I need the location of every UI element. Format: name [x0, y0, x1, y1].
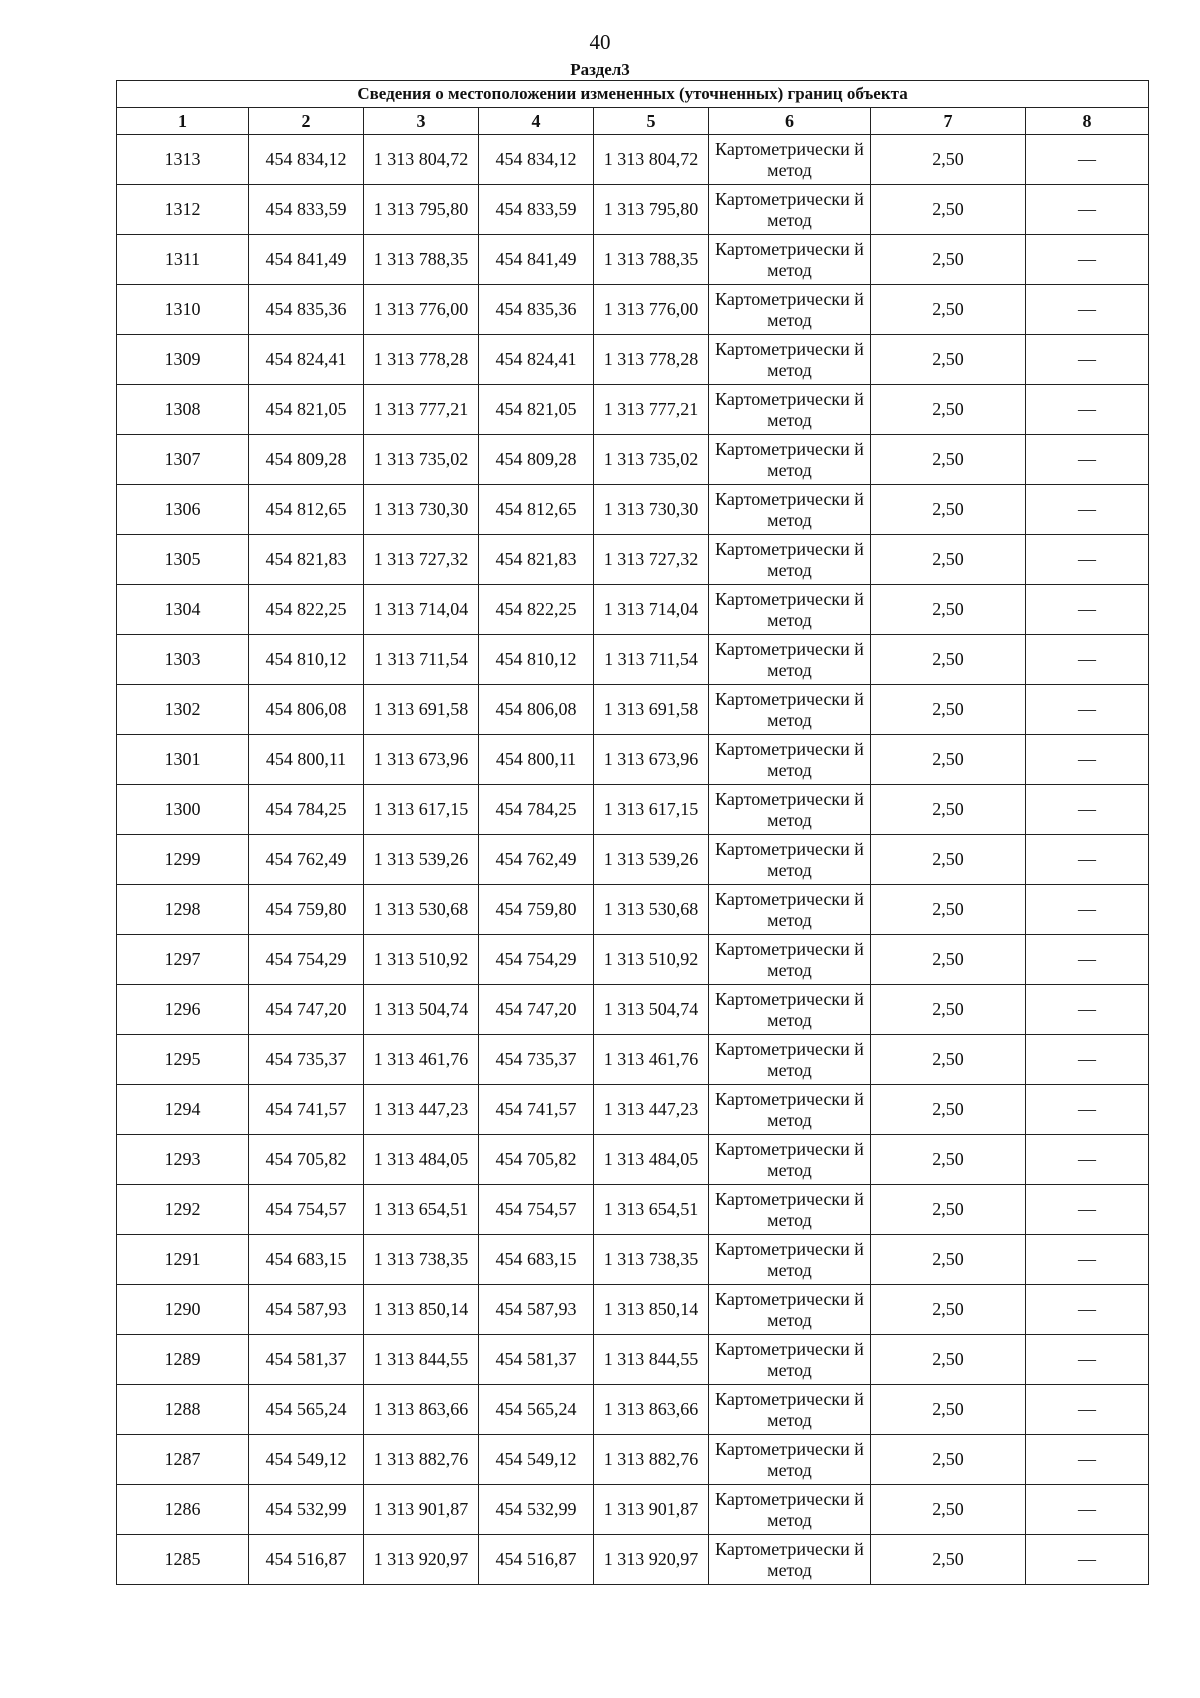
y-coordinate-cell: 1 313 738,35	[364, 1235, 479, 1285]
method-cell: Картометрически й метод	[709, 685, 871, 735]
note-cell: —	[1026, 385, 1149, 435]
table-row	[117, 235, 1149, 285]
table-row	[117, 1535, 1149, 1585]
table-row	[117, 385, 1149, 435]
method-cell: Картометрически й метод	[709, 135, 871, 185]
y-coordinate-new-cell: 1 313 738,35	[594, 1235, 709, 1285]
x-coordinate-cell: 454 516,87	[249, 1535, 364, 1585]
x-coordinate-new-cell: 454 754,29	[479, 935, 594, 985]
accuracy-cell: 2,50	[871, 1185, 1026, 1235]
table-caption: Сведения о местоположении измененных (уточненных) границ объекта	[117, 81, 1149, 108]
table-row	[117, 485, 1149, 535]
y-coordinate-cell: 1 313 504,74	[364, 985, 479, 1035]
x-coordinate-new-cell: 454 806,08	[479, 685, 594, 735]
note-cell: —	[1026, 285, 1149, 335]
note-cell: —	[1026, 1485, 1149, 1535]
method-cell: Картометрически й метод	[709, 735, 871, 785]
method-cell: Картометрически й метод	[709, 1285, 871, 1335]
method-cell: Картометрически й метод	[709, 1185, 871, 1235]
table-row	[117, 1085, 1149, 1135]
note-cell: —	[1026, 735, 1149, 785]
accuracy-cell: 2,50	[871, 685, 1026, 735]
y-coordinate-new-cell: 1 313 901,87	[594, 1485, 709, 1535]
column-header-2: 2	[249, 108, 364, 135]
y-coordinate-new-cell: 1 313 788,35	[594, 235, 709, 285]
method-cell: Картометрически й метод	[709, 1385, 871, 1435]
point-number-cell: 1313	[117, 135, 249, 185]
x-coordinate-cell: 454 532,99	[249, 1485, 364, 1535]
accuracy-cell: 2,50	[871, 935, 1026, 985]
y-coordinate-new-cell: 1 313 778,28	[594, 335, 709, 385]
point-number-cell: 1289	[117, 1335, 249, 1385]
y-coordinate-cell: 1 313 714,04	[364, 585, 479, 635]
accuracy-cell: 2,50	[871, 1085, 1026, 1135]
table-row	[117, 535, 1149, 585]
column-header-7: 7	[871, 108, 1026, 135]
y-coordinate-new-cell: 1 313 711,54	[594, 635, 709, 685]
note-cell: —	[1026, 1535, 1149, 1585]
point-number-cell: 1311	[117, 235, 249, 285]
section-title: Раздел3	[570, 60, 630, 79]
y-coordinate-new-cell: 1 313 844,55	[594, 1335, 709, 1385]
note-cell: —	[1026, 1135, 1149, 1185]
x-coordinate-cell: 454 833,59	[249, 185, 364, 235]
x-coordinate-cell: 454 800,11	[249, 735, 364, 785]
y-coordinate-new-cell: 1 313 691,58	[594, 685, 709, 735]
x-coordinate-new-cell: 454 549,12	[479, 1435, 594, 1485]
accuracy-cell: 2,50	[871, 285, 1026, 335]
x-coordinate-cell: 454 806,08	[249, 685, 364, 735]
x-coordinate-cell: 454 821,83	[249, 535, 364, 585]
y-coordinate-cell: 1 313 691,58	[364, 685, 479, 735]
table-caption-row	[117, 81, 1149, 108]
table-row	[117, 1135, 1149, 1185]
y-coordinate-cell: 1 313 735,02	[364, 435, 479, 485]
x-coordinate-new-cell: 454 812,65	[479, 485, 594, 535]
table-row	[117, 335, 1149, 385]
accuracy-cell: 2,50	[871, 1285, 1026, 1335]
x-coordinate-new-cell: 454 834,12	[479, 135, 594, 185]
table-row	[117, 935, 1149, 985]
method-cell: Картометрически й метод	[709, 585, 871, 635]
point-number-cell: 1300	[117, 785, 249, 835]
table-row	[117, 1035, 1149, 1085]
x-coordinate-cell: 454 747,20	[249, 985, 364, 1035]
note-cell: —	[1026, 485, 1149, 535]
y-coordinate-cell: 1 313 530,68	[364, 885, 479, 935]
x-coordinate-cell: 454 762,49	[249, 835, 364, 885]
y-coordinate-new-cell: 1 313 673,96	[594, 735, 709, 785]
y-coordinate-new-cell: 1 313 777,21	[594, 385, 709, 435]
method-cell: Картометрически й метод	[709, 1235, 871, 1285]
accuracy-cell: 2,50	[871, 1235, 1026, 1285]
note-cell: —	[1026, 985, 1149, 1035]
table-row	[117, 1485, 1149, 1535]
accuracy-cell: 2,50	[871, 735, 1026, 785]
y-coordinate-new-cell: 1 313 461,76	[594, 1035, 709, 1085]
y-coordinate-cell: 1 313 711,54	[364, 635, 479, 685]
y-coordinate-cell: 1 313 461,76	[364, 1035, 479, 1085]
accuracy-cell: 2,50	[871, 1335, 1026, 1385]
x-coordinate-new-cell: 454 587,93	[479, 1285, 594, 1335]
method-cell: Картометрически й метод	[709, 1485, 871, 1535]
accuracy-cell: 2,50	[871, 335, 1026, 385]
table-row	[117, 435, 1149, 485]
point-number-cell: 1299	[117, 835, 249, 885]
y-coordinate-new-cell: 1 313 795,80	[594, 185, 709, 235]
note-cell: —	[1026, 1385, 1149, 1435]
note-cell: —	[1026, 335, 1149, 385]
y-coordinate-new-cell: 1 313 539,26	[594, 835, 709, 885]
method-cell: Картометрически й метод	[709, 535, 871, 585]
note-cell: —	[1026, 1435, 1149, 1485]
x-coordinate-cell: 454 822,25	[249, 585, 364, 635]
accuracy-cell: 2,50	[871, 1535, 1026, 1585]
column-header-8: 8	[1026, 108, 1149, 135]
x-coordinate-cell: 454 754,57	[249, 1185, 364, 1235]
accuracy-cell: 2,50	[871, 1135, 1026, 1185]
point-number-cell: 1307	[117, 435, 249, 485]
point-number-cell: 1306	[117, 485, 249, 535]
y-coordinate-cell: 1 313 901,87	[364, 1485, 479, 1535]
column-header-5: 5	[594, 108, 709, 135]
point-number-cell: 1292	[117, 1185, 249, 1235]
note-cell: —	[1026, 1185, 1149, 1235]
method-cell: Картометрически й метод	[709, 185, 871, 235]
y-coordinate-new-cell: 1 313 714,04	[594, 585, 709, 635]
method-cell: Картометрически й метод	[709, 485, 871, 535]
table-row	[117, 835, 1149, 885]
method-cell: Картометрически й метод	[709, 235, 871, 285]
accuracy-cell: 2,50	[871, 785, 1026, 835]
table-row	[117, 1235, 1149, 1285]
point-number-cell: 1297	[117, 935, 249, 985]
accuracy-cell: 2,50	[871, 135, 1026, 185]
accuracy-cell: 2,50	[871, 1035, 1026, 1085]
accuracy-cell: 2,50	[871, 485, 1026, 535]
y-coordinate-new-cell: 1 313 920,97	[594, 1535, 709, 1585]
y-coordinate-cell: 1 313 795,80	[364, 185, 479, 235]
note-cell: —	[1026, 185, 1149, 235]
y-coordinate-new-cell: 1 313 804,72	[594, 135, 709, 185]
x-coordinate-cell: 454 834,12	[249, 135, 364, 185]
x-coordinate-cell: 454 812,65	[249, 485, 364, 535]
note-cell: —	[1026, 685, 1149, 735]
y-coordinate-cell: 1 313 778,28	[364, 335, 479, 385]
x-coordinate-cell: 454 809,28	[249, 435, 364, 485]
y-coordinate-new-cell: 1 313 863,66	[594, 1385, 709, 1435]
y-coordinate-cell: 1 313 510,92	[364, 935, 479, 985]
note-cell: —	[1026, 1335, 1149, 1385]
x-coordinate-cell: 454 581,37	[249, 1335, 364, 1385]
y-coordinate-new-cell: 1 313 510,92	[594, 935, 709, 985]
column-header-6: 6	[709, 108, 871, 135]
note-cell: —	[1026, 1285, 1149, 1335]
point-number-cell: 1308	[117, 385, 249, 435]
x-coordinate-new-cell: 454 809,28	[479, 435, 594, 485]
method-cell: Картометрически й метод	[709, 985, 871, 1035]
y-coordinate-cell: 1 313 882,76	[364, 1435, 479, 1485]
method-cell: Картометрически й метод	[709, 1535, 871, 1585]
table-row	[117, 685, 1149, 735]
note-cell: —	[1026, 585, 1149, 635]
note-cell: —	[1026, 935, 1149, 985]
x-coordinate-new-cell: 454 683,15	[479, 1235, 594, 1285]
point-number-cell: 1298	[117, 885, 249, 935]
x-coordinate-new-cell: 454 784,25	[479, 785, 594, 835]
accuracy-cell: 2,50	[871, 885, 1026, 935]
x-coordinate-new-cell: 454 532,99	[479, 1485, 594, 1535]
note-cell: —	[1026, 635, 1149, 685]
note-cell: —	[1026, 235, 1149, 285]
y-coordinate-new-cell: 1 313 727,32	[594, 535, 709, 585]
accuracy-cell: 2,50	[871, 585, 1026, 635]
method-cell: Картометрически й метод	[709, 635, 871, 685]
accuracy-cell: 2,50	[871, 435, 1026, 485]
method-cell: Картометрически й метод	[709, 1135, 871, 1185]
y-coordinate-cell: 1 313 920,97	[364, 1535, 479, 1585]
y-coordinate-cell: 1 313 777,21	[364, 385, 479, 435]
table-row	[117, 135, 1149, 185]
table-body	[117, 135, 1149, 1585]
y-coordinate-new-cell: 1 313 617,15	[594, 785, 709, 835]
x-coordinate-new-cell: 454 824,41	[479, 335, 594, 385]
accuracy-cell: 2,50	[871, 235, 1026, 285]
table-row	[117, 885, 1149, 935]
point-number-cell: 1287	[117, 1435, 249, 1485]
accuracy-cell: 2,50	[871, 385, 1026, 435]
accuracy-cell: 2,50	[871, 535, 1026, 585]
point-number-cell: 1286	[117, 1485, 249, 1535]
y-coordinate-cell: 1 313 850,14	[364, 1285, 479, 1335]
y-coordinate-new-cell: 1 313 850,14	[594, 1285, 709, 1335]
accuracy-cell: 2,50	[871, 985, 1026, 1035]
table-row	[117, 1435, 1149, 1485]
method-cell: Картометрически й метод	[709, 1335, 871, 1385]
y-coordinate-new-cell: 1 313 882,76	[594, 1435, 709, 1485]
x-coordinate-new-cell: 454 741,57	[479, 1085, 594, 1135]
x-coordinate-new-cell: 454 516,87	[479, 1535, 594, 1585]
point-number-cell: 1294	[117, 1085, 249, 1135]
x-coordinate-cell: 454 824,41	[249, 335, 364, 385]
point-number-cell: 1291	[117, 1235, 249, 1285]
x-coordinate-new-cell: 454 821,05	[479, 385, 594, 435]
method-cell: Картометрически й метод	[709, 385, 871, 435]
x-coordinate-cell: 454 705,82	[249, 1135, 364, 1185]
boundary-coordinates-table	[116, 80, 1149, 1585]
y-coordinate-cell: 1 313 447,23	[364, 1085, 479, 1135]
accuracy-cell: 2,50	[871, 1385, 1026, 1435]
y-coordinate-new-cell: 1 313 735,02	[594, 435, 709, 485]
note-cell: —	[1026, 1035, 1149, 1085]
y-coordinate-cell: 1 313 776,00	[364, 285, 479, 335]
point-number-cell: 1290	[117, 1285, 249, 1335]
y-coordinate-new-cell: 1 313 730,30	[594, 485, 709, 535]
x-coordinate-cell: 454 759,80	[249, 885, 364, 935]
x-coordinate-new-cell: 454 747,20	[479, 985, 594, 1035]
x-coordinate-new-cell: 454 581,37	[479, 1335, 594, 1385]
method-cell: Картометрически й метод	[709, 935, 871, 985]
point-number-cell: 1303	[117, 635, 249, 685]
x-coordinate-new-cell: 454 565,24	[479, 1385, 594, 1435]
table-row	[117, 635, 1149, 685]
method-cell: Картометрически й метод	[709, 835, 871, 885]
note-cell: —	[1026, 535, 1149, 585]
note-cell: —	[1026, 885, 1149, 935]
y-coordinate-new-cell: 1 313 447,23	[594, 1085, 709, 1135]
point-number-cell: 1293	[117, 1135, 249, 1185]
point-number-cell: 1312	[117, 185, 249, 235]
x-coordinate-new-cell: 454 754,57	[479, 1185, 594, 1235]
method-cell: Картометрически й метод	[709, 285, 871, 335]
column-header-3: 3	[364, 108, 479, 135]
y-coordinate-cell: 1 313 730,30	[364, 485, 479, 535]
method-cell: Картометрически й метод	[709, 335, 871, 385]
y-coordinate-cell: 1 313 484,05	[364, 1135, 479, 1185]
x-coordinate-cell: 454 683,15	[249, 1235, 364, 1285]
point-number-cell: 1288	[117, 1385, 249, 1435]
y-coordinate-new-cell: 1 313 654,51	[594, 1185, 709, 1235]
x-coordinate-cell: 454 841,49	[249, 235, 364, 285]
point-number-cell: 1304	[117, 585, 249, 635]
method-cell: Картометрически й метод	[709, 885, 871, 935]
y-coordinate-cell: 1 313 617,15	[364, 785, 479, 835]
table-row	[117, 1285, 1149, 1335]
y-coordinate-new-cell: 1 313 504,74	[594, 985, 709, 1035]
method-cell: Картометрически й метод	[709, 435, 871, 485]
x-coordinate-cell: 454 821,05	[249, 385, 364, 435]
x-coordinate-new-cell: 454 810,12	[479, 635, 594, 685]
x-coordinate-cell: 454 835,36	[249, 285, 364, 335]
x-coordinate-cell: 454 784,25	[249, 785, 364, 835]
accuracy-cell: 2,50	[871, 835, 1026, 885]
y-coordinate-cell: 1 313 673,96	[364, 735, 479, 785]
method-cell: Картометрически й метод	[709, 1085, 871, 1135]
x-coordinate-new-cell: 454 759,80	[479, 885, 594, 935]
x-coordinate-cell: 454 741,57	[249, 1085, 364, 1135]
y-coordinate-new-cell: 1 313 776,00	[594, 285, 709, 335]
point-number-cell: 1295	[117, 1035, 249, 1085]
note-cell: —	[1026, 1235, 1149, 1285]
note-cell: —	[1026, 785, 1149, 835]
table-row	[117, 1185, 1149, 1235]
y-coordinate-cell: 1 313 788,35	[364, 235, 479, 285]
x-coordinate-cell: 454 549,12	[249, 1435, 364, 1485]
table-row	[117, 1335, 1149, 1385]
point-number-cell: 1310	[117, 285, 249, 335]
y-coordinate-cell: 1 313 804,72	[364, 135, 479, 185]
point-number-cell: 1302	[117, 685, 249, 735]
x-coordinate-new-cell: 454 833,59	[479, 185, 594, 235]
point-number-cell: 1301	[117, 735, 249, 785]
y-coordinate-cell: 1 313 863,66	[364, 1385, 479, 1435]
note-cell: —	[1026, 1085, 1149, 1135]
accuracy-cell: 2,50	[871, 1485, 1026, 1535]
method-cell: Картометрически й метод	[709, 785, 871, 835]
point-number-cell: 1309	[117, 335, 249, 385]
note-cell: —	[1026, 135, 1149, 185]
x-coordinate-cell: 454 810,12	[249, 635, 364, 685]
point-number-cell: 1296	[117, 985, 249, 1035]
column-header-4: 4	[479, 108, 594, 135]
accuracy-cell: 2,50	[871, 1435, 1026, 1485]
table-row	[117, 1385, 1149, 1435]
table-row	[117, 285, 1149, 335]
table-row	[117, 735, 1149, 785]
x-coordinate-new-cell: 454 800,11	[479, 735, 594, 785]
accuracy-cell: 2,50	[871, 635, 1026, 685]
note-cell: —	[1026, 435, 1149, 485]
x-coordinate-new-cell: 454 822,25	[479, 585, 594, 635]
y-coordinate-cell: 1 313 539,26	[364, 835, 479, 885]
table-row	[117, 785, 1149, 835]
x-coordinate-new-cell: 454 821,83	[479, 535, 594, 585]
x-coordinate-cell: 454 565,24	[249, 1385, 364, 1435]
y-coordinate-new-cell: 1 313 530,68	[594, 885, 709, 935]
table-row	[117, 185, 1149, 235]
method-cell: Картометрически й метод	[709, 1035, 871, 1085]
x-coordinate-new-cell: 454 735,37	[479, 1035, 594, 1085]
method-cell: Картометрически й метод	[709, 1435, 871, 1485]
point-number-cell: 1305	[117, 535, 249, 585]
note-cell: —	[1026, 835, 1149, 885]
y-coordinate-cell: 1 313 654,51	[364, 1185, 479, 1235]
accuracy-cell: 2,50	[871, 185, 1026, 235]
x-coordinate-new-cell: 454 762,49	[479, 835, 594, 885]
x-coordinate-cell: 454 735,37	[249, 1035, 364, 1085]
x-coordinate-new-cell: 454 705,82	[479, 1135, 594, 1185]
page-number: 40	[589, 30, 611, 54]
x-coordinate-cell: 454 754,29	[249, 935, 364, 985]
point-number-cell: 1285	[117, 1535, 249, 1585]
x-coordinate-cell: 454 587,93	[249, 1285, 364, 1335]
column-number-row	[117, 108, 1149, 135]
y-coordinate-cell: 1 313 727,32	[364, 535, 479, 585]
table-row	[117, 985, 1149, 1035]
table-row	[117, 585, 1149, 635]
column-header-1: 1	[117, 108, 249, 135]
y-coordinate-new-cell: 1 313 484,05	[594, 1135, 709, 1185]
x-coordinate-new-cell: 454 841,49	[479, 235, 594, 285]
y-coordinate-cell: 1 313 844,55	[364, 1335, 479, 1385]
x-coordinate-new-cell: 454 835,36	[479, 285, 594, 335]
